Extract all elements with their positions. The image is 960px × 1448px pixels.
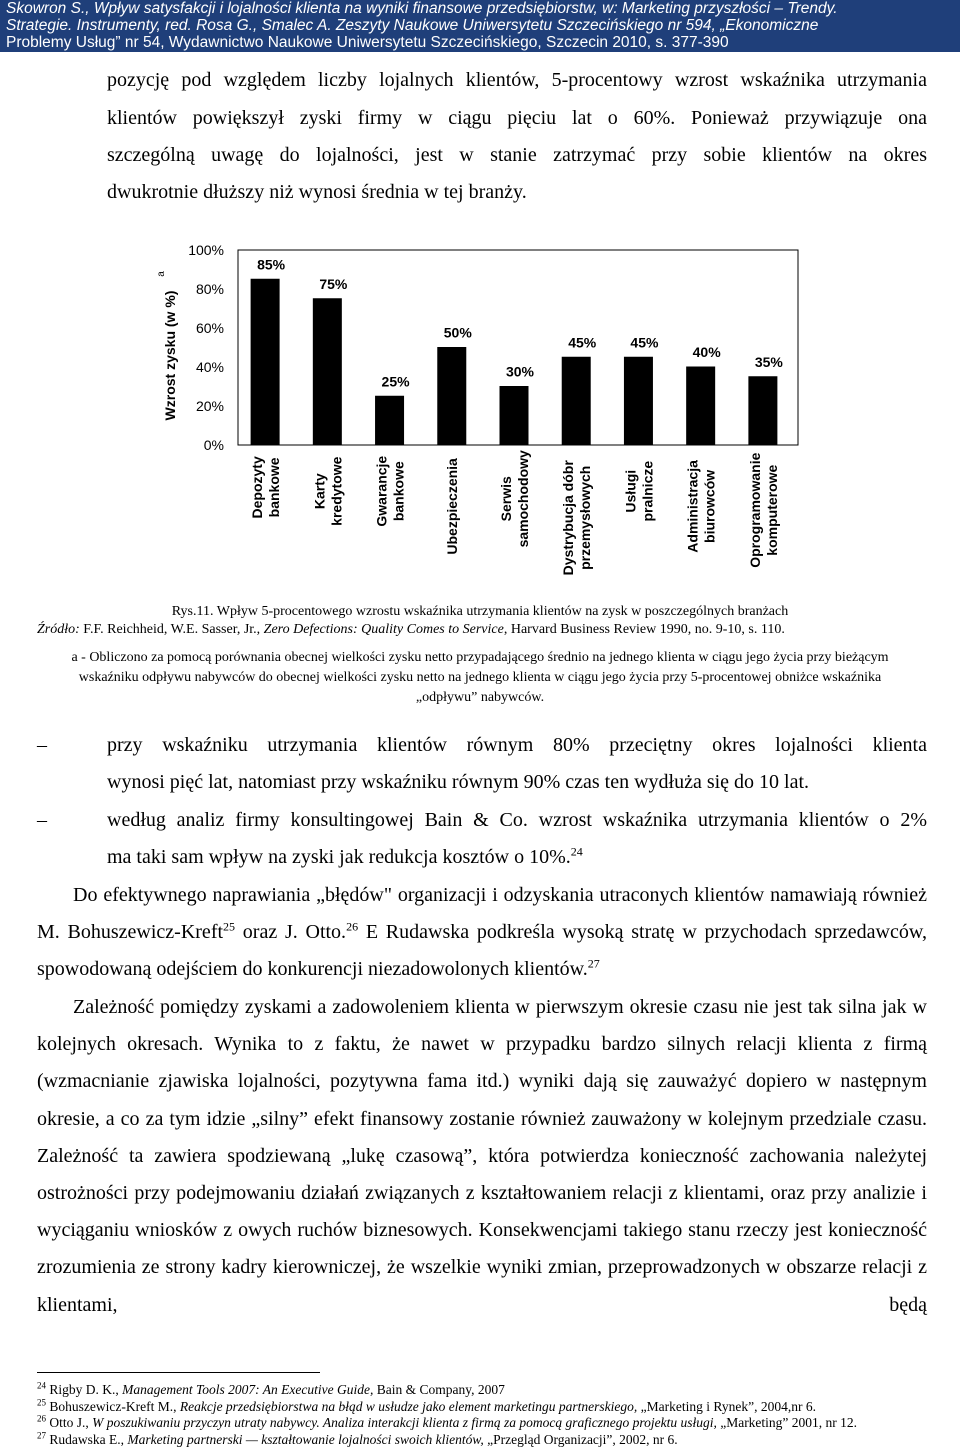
y-tick-label: 20%: [195, 398, 224, 414]
bullet-dash: –: [37, 734, 47, 756]
y-axis-label-sup: a: [156, 271, 167, 277]
bullet-text: ma taki sam wpływ na zyski jak redukcja kosztów o 10%.: [107, 846, 571, 868]
bar-value-label: 45%: [568, 334, 597, 351]
bar-chart: [150, 238, 810, 598]
category-label: [498, 450, 531, 547]
footnote-number: 24: [37, 1380, 46, 1391]
figure-source: [37, 620, 937, 640]
bar: [624, 357, 652, 445]
category-label-line: kredytowe: [328, 456, 345, 526]
bar: [376, 396, 404, 445]
footnote-author: Rudawska E.,: [46, 1431, 128, 1447]
category-label-line: Oprogramowanie: [746, 452, 763, 568]
intro-line: klientów powiększył zyski firmy w ciągu pięciu lat o 60%. Ponieważ przywiązuje ona: [107, 107, 927, 129]
p1-text-b: oraz J. Otto.: [235, 921, 347, 944]
bar: [251, 279, 279, 445]
category-label: [622, 461, 655, 522]
footnote-rest: „Marketing i Rynek”, 2004,nr 6.: [637, 1398, 816, 1414]
source-authors: F.F. Reichheid, W.E. Sasser, Jr.,: [79, 622, 264, 637]
bullet-line: według analiz firmy konsultingowej Bain & Co. wzrost wskaźnika utrzymania klientów o 2%: [107, 809, 927, 831]
citation-header: [0, 0, 960, 52]
bar-value-label: 75%: [319, 275, 348, 292]
source-rest: , Harvard Business Review 1990, no. 9-10, s. 110.: [503, 622, 785, 637]
bar-value-label: 45%: [630, 334, 659, 351]
bar: [313, 299, 341, 445]
footnotes: [37, 1382, 937, 1448]
footnote-title: Reakcje przedsiębiorstwa na błąd w usłudze jako element marketingu partnerskiego,: [179, 1398, 638, 1414]
intro-line: dwukrotnie dłuższy niż wynosi średnia w tej branży.: [107, 181, 527, 203]
y-tick-label: 60%: [195, 320, 224, 336]
intro-line: szczególną uwagę do lojalności, jest w stanie zatrzymać przy sobie klientów na okres: [107, 144, 927, 166]
source-label: Źródło:: [37, 622, 80, 637]
bar: [500, 387, 528, 446]
footnote-author: Otto J.,: [46, 1415, 93, 1430]
citation-line-1: Skowron S., Wpływ satysfakcji i lojalności klienta na wyniki finansowe przedsiębiorstw, w: Marketing przyszłości – Trendy.: [6, 0, 838, 17]
footnote-title: Management Tools 2007: An Executive Guide,: [122, 1382, 374, 1397]
paragraph-1: [37, 877, 927, 989]
citation-line-2: Strategie. Instrumenty, red. Rosa G., Smalec A. Zeszyty Naukowe Uniwersytetu Szczecińskiego nr 594, „Ekonomiczne: [6, 17, 819, 34]
bar-value-label: 40%: [692, 344, 721, 360]
y-tick-label: 0%: [203, 437, 224, 453]
footnote-ref: 24: [570, 844, 583, 859]
y-tick-label: 100%: [188, 242, 224, 258]
footnote-ref: 26: [346, 919, 359, 934]
bar: [749, 377, 777, 445]
category-label-line: Dystrybucja dóbr: [560, 460, 577, 576]
footnote-number: 26: [37, 1413, 46, 1424]
footnote-ref: 27: [587, 956, 600, 971]
footnote-number: 25: [37, 1397, 46, 1407]
category-label-line: bankowe: [266, 457, 283, 518]
category-label-line: Administracja: [684, 460, 701, 553]
bullet-line: wynosi pięć lat, natomiast przy wskaźniku równym 90% czas ten wydłuża się do 10 lat.: [107, 771, 810, 793]
bullet-item: [37, 727, 927, 801]
p1-text-c: E Rudawska podkreśla wysoką stratę w przychodach sprzedawców, spowodowaną odejściem do konkurencji niezadowolonych klientów.: [37, 921, 927, 981]
category-label: [374, 456, 407, 527]
category-label-line: bankowe: [390, 461, 407, 522]
category-label: [311, 456, 344, 525]
bullet-item: [37, 802, 927, 876]
figure-note: a - Obliczono za pomocą porównania obecnej wielkości zysku netto przypadającego średnio na jednego klienta w ciągu jego życia przy bieżącym wskaźniku odpływu nabywców do obecnej wielkości zysku netto na jednego klienta w ciągu jego życia przy 5-procentowej obniżce wskaźnika „odpływu” nabywców.: [71, 650, 889, 705]
category-label-line: samochodowy: [515, 450, 531, 548]
bar-value-label: 25%: [381, 373, 410, 390]
category-label: [444, 458, 460, 555]
category-label-line: komputerowe: [763, 464, 780, 556]
bullet-dash: –: [37, 809, 47, 831]
footnote-title: W poszukiwaniu przyczyn utraty nabywcy. Analiza interakcji klienta z firmą za pomocą graficznego projektu usługi,: [92, 1415, 717, 1430]
bar: [687, 367, 715, 445]
category-label-line: biurowców: [701, 469, 718, 543]
source-title: Zero Defections: Quality Comes to Service: [263, 622, 504, 637]
footnote-title: Marketing partnerski — kształtowanie lojalności swoich klientów,: [127, 1431, 484, 1447]
category-label: [249, 456, 282, 518]
bar-value-label: 50%: [443, 324, 472, 341]
category-label-line: Usługi: [622, 469, 639, 513]
footnote-rest: Bain & Company, 2007: [373, 1382, 505, 1397]
chart-svg: [150, 238, 810, 598]
footnote-author: Bohuszewicz-Kreft M.,: [46, 1398, 180, 1414]
y-axis-label: Wzrost zysku (w %): [162, 290, 178, 421]
footnote-ref: 25: [223, 919, 236, 934]
footnote-number: 27: [37, 1430, 46, 1440]
category-label: [560, 460, 593, 576]
p1-text-a: Do efektywnego naprawiania „błędów" organizacji i odzyskania utraconych klientów namawiają również M. Bohuszewicz-Kreft: [37, 884, 927, 944]
bullet-line: [107, 839, 927, 876]
footnote: [37, 1415, 937, 1432]
footnote-author: Rigby D. K.,: [46, 1382, 123, 1397]
category-label-line: Depozyty: [249, 456, 266, 519]
footnote: [37, 1399, 937, 1416]
category-label-line: Karty: [311, 473, 328, 510]
bar-value-label: 85%: [257, 256, 286, 273]
category-label-line: przemysłowych: [577, 465, 594, 570]
category-label-line: Gwarancje: [373, 455, 390, 527]
figure-caption: Rys.11. Wpływ 5-procentowego wzrostu wskaźnika utrzymania klientów na zysk w poszczególnych branżach: [171, 604, 789, 619]
footnote-rule: [37, 1372, 320, 1373]
paragraph-2: Zależność pomiędzy zyskami a zadowoleniem klienta w pierwszym okresie czasu nie jest tak silna jak w kolejnych okresach. Wynika to z faktu, że nawet w przypadku bardzo silnych relacji klienta z firmą (wzmacnianie zjawiska lojalności, pozytywna fama itd.) wyniki dają się zauważyć dopiero w następnym okresie, a co za tym idzie „silny” efekt finansowy zostanie również zauważony w kolejnym przedziale czasu. Zależność ta zawiera spodziewaną „lukę czasową”, która potwierdza konieczność zachowania należytej ostrożności przy podejmowaniu działań związanych z kształtowaniem relacji z klientami, oraz przy analizie i wyciąganiu wniosków z owych ruchów biznesowych. Konsekwencjami takiego stanu rzeczy jest konieczność zrozumienia ze strony kadry kierowniczej, że wszelkie wyniki zmian, przeprowadzonych w obszarze relacji z klientami, będą: [37, 996, 927, 1316]
footnote: [37, 1382, 937, 1399]
category-label-line: pralnicze: [639, 460, 656, 522]
y-tick-label: 80%: [195, 281, 224, 297]
y-tick-label: 40%: [195, 359, 224, 375]
citation-line-3: Problemy Usług” nr 54, Wydawnictwo Naukowe Uniwersytetu Szczecińskiego, Szczecin 2010, s. 377-390: [6, 34, 729, 51]
footnote-rest: „Marketing” 2001, nr 12.: [716, 1415, 858, 1430]
footnote: [37, 1432, 937, 1448]
footnote-rest: „Przegląd Organizacji”, 2002, nr 6.: [483, 1431, 678, 1447]
bar: [438, 348, 466, 446]
category-label: [747, 452, 780, 567]
category-label: [685, 460, 718, 553]
bar: [562, 357, 590, 445]
category-label-line: Ubezpieczenia: [443, 458, 460, 555]
intro-line: pozycję pod względem liczby lojalnych klientów, 5-procentowy wzrost wskaźnika utrzymania: [107, 69, 927, 91]
bullet-line: przy wskaźniku utrzymania klientów równym 80% przeciętny okres lojalności klienta: [107, 734, 927, 756]
bar-value-label: 35%: [754, 353, 783, 370]
category-label-line: Serwis: [498, 476, 514, 522]
bar-value-label: 30%: [505, 363, 535, 380]
